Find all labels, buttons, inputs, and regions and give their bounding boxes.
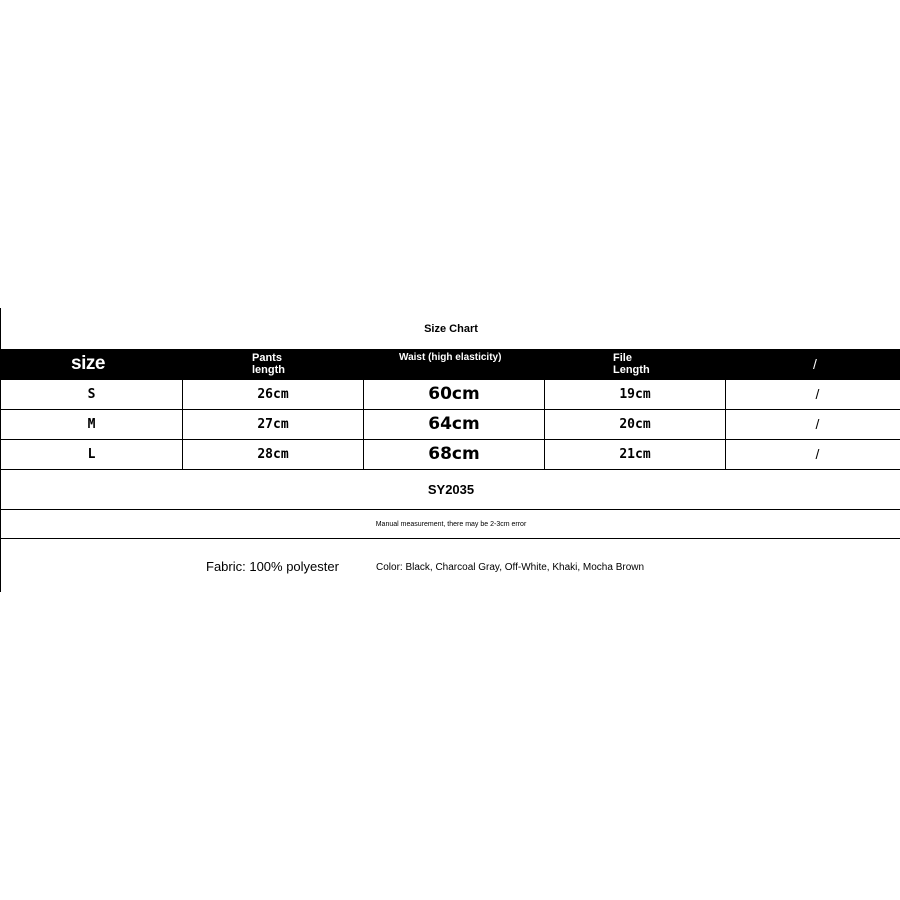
cell-extra: / [725, 410, 900, 439]
header-file-line2: Length [613, 364, 650, 376]
fabric-info: Fabric: 100% polyester [206, 559, 339, 574]
header-pants-line1: Pants [252, 352, 282, 364]
table-row [1, 379, 900, 409]
header-size: size [71, 353, 105, 374]
cell-file: 20cm [544, 410, 725, 439]
cell-pants: 28cm [182, 440, 363, 469]
cell-waist: 60cm [363, 380, 544, 409]
size-chart [0, 308, 900, 592]
cell-waist: 64cm [363, 410, 544, 439]
cell-waist: 68cm [363, 440, 544, 469]
cell-pants: 26cm [182, 380, 363, 409]
table-row [1, 439, 900, 469]
cell-pants: 27cm [182, 410, 363, 439]
cell-file: 19cm [544, 380, 725, 409]
header-pants-length [252, 352, 285, 382]
table-row [1, 409, 900, 439]
header-file-line1: File [613, 352, 632, 364]
cell-file: 21cm [544, 440, 725, 469]
cell-extra: / [725, 380, 900, 409]
header-file-length [613, 352, 650, 382]
cell-extra: / [725, 440, 900, 469]
header-row [1, 349, 900, 379]
cell-size: S [87, 387, 96, 402]
measurement-note: Manual measurement, there may be 2-3cm error [1, 509, 900, 539]
header-extra: / [813, 356, 817, 372]
cell-size: M [87, 417, 96, 432]
color-info: Color: Black, Charcoal Gray, Off-White, Khaki, Mocha Brown [376, 562, 645, 573]
cell-size: L [87, 447, 96, 462]
header-waist: Waist (high elasticity) [399, 352, 502, 363]
chart-title: Size Chart [424, 322, 478, 335]
model-code: SY2035 [1, 469, 900, 509]
header-pants-line2: length [252, 364, 285, 376]
